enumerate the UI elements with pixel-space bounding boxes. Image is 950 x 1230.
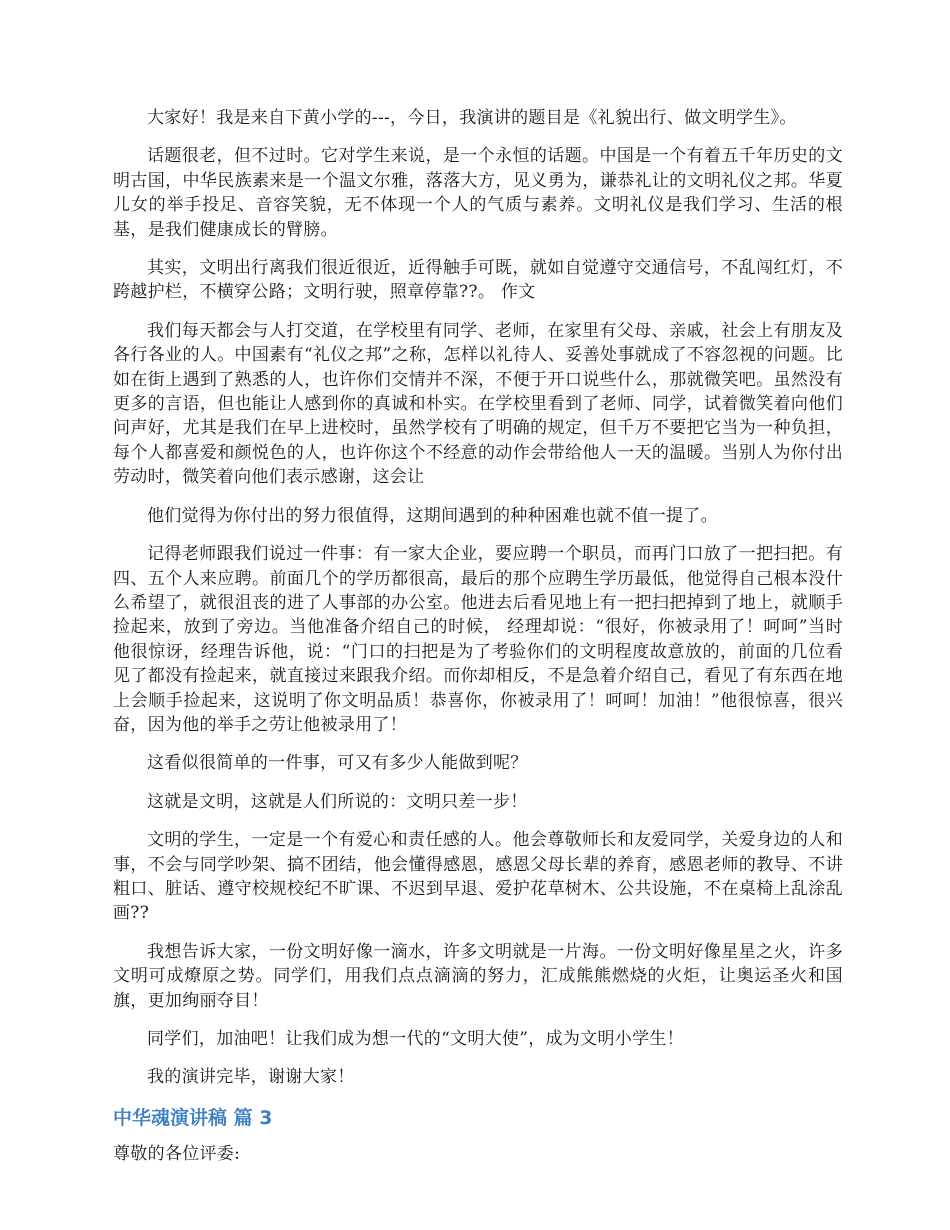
paragraph-question: 这看似很简单的一件事，可又有多少人能做到呢？ [147,753,528,774]
paragraph-civilized-travel: 其实，文明出行离我们很近很近，近得触手可既，就如自觉遵守交通信号，不乱闯红灯，不跨越护栏，不横穿公路；文明行驶，照章停靠??。 作文 [113,258,843,303]
paragraph-closing: 我的演讲完毕，谢谢大家！ [147,1067,355,1088]
section-heading: 中华魂演讲稿 篇 3 [113,1106,273,1129]
paragraph-drop-of-water: 我想告诉大家，一份文明好像一滴水，许多文明就是一片海。一份文明好像星星之火，许多文明可成燎原之势。同学们，用我们点点滴滴的努力，汇成熊熊燃烧的火炬，让奥运圣火和国旗，更加绚丽夺目！ [113,941,843,1011]
paragraph-topic: 话题很老，但不过时。它对学生来说，是一个永恒的话题。中国是一个有着五千年历史的文明古国，中华民族素来是一个温文尔雅，落落大方，见义勇为，谦恭礼让的文明礼仪之邦。华夏儿女的举手投足、音容笑貌，无不体现一个人的气质与素养。文明礼仪是我们学习、生活的根基，是我们健康成长的臂膀。 [113,146,843,240]
paragraph-broom-story: 记得老师跟我们说过一件事：有一家大企业，要应聘一个职员，而再门口放了一把扫把。有四、五个人来应聘。前面几个的学历都很高，最后的那个应聘生学历最低，他觉得自己根本没什么希望了，就很沮丧的进了人事部的办公室。他进去后看见地上有一把扫把掉到了地上，就顺手捡起来，放到了旁边。当他准备介绍自己的时候， 经理却说：“很好，你被录用了！呵呵”当时他很惊讶，经理告诉他，说：“门口的扫把是为了考验你们的文明程度故意放的，前面的几位看见了都没有捡起来，就直接过来跟我介绍。而你却相反，不是急着介绍自己，看见了有东西在地上会顺手捡起来，这说明了你文明品质！恭喜你，你被录用了！呵呵！加油！”他很惊喜，很兴奋，因为他的举手之劳让他被录用了！ [113,544,843,735]
document-body [113,106,843,1166]
paragraph-continuation: 他们觉得为你付出的努力很值得，这期间遇到的种种困难也就不值一提了。 [147,505,718,526]
paragraph-one-step: 这就是文明，这就是人们所说的：文明只差一步！ [147,791,528,812]
paragraph-encouragement: 同学们，加油吧！让我们成为想一代的“文明大使”，成为文明小学生！ [147,1029,684,1049]
paragraph-greeting: 大家好！我是来自下黄小学的---，今日，我演讲的题目是《礼貌出行、做文明学生》。 [147,108,797,128]
salutation: 尊敬的各位评委: [113,1143,241,1164]
paragraph-civilized-student: 文明的学生，一定是一个有爱心和责任感的人。他会尊敬师长和友爱同学，关爱身边的人和事，不会与同学吵架、搞不团结，他会懂得感恩，感恩父母长辈的养育，感恩老师的教导、不讲粗口、脏话、遵守校规校纪不旷课、不迟到早退、爱护花草树木、公共设施，不在桌椅上乱涂乱画?? [113,830,843,924]
paragraph-etiquette: 我们每天都会与人打交道，在学校里有同学、老师，在家里有父母、亲戚，社会上有朋友及各行各业的人。中国素有“礼仪之邦”之称，怎样以礼待人、妥善处事就成了不容忽视的问题。比如在街上遇到了熟悉的人，也许你们交情并不深，不便于开口说些什么，那就微笑吧。虽然没有更多的言语，但也能让人感到你的真诚和朴实。在学校里看到了老师、同学，试着微笑着向他们问声好，尤其是我们在早上进校时，虽然学校有了明确的规定，但千万不要把它当为一种负担，每个人都喜爱和颜悦色的人，也许你这个不经意的动作会带给他人一天的温暖。当别人为你付出劳动时，微笑着向他们表示感谢，这会让 [113,320,843,488]
